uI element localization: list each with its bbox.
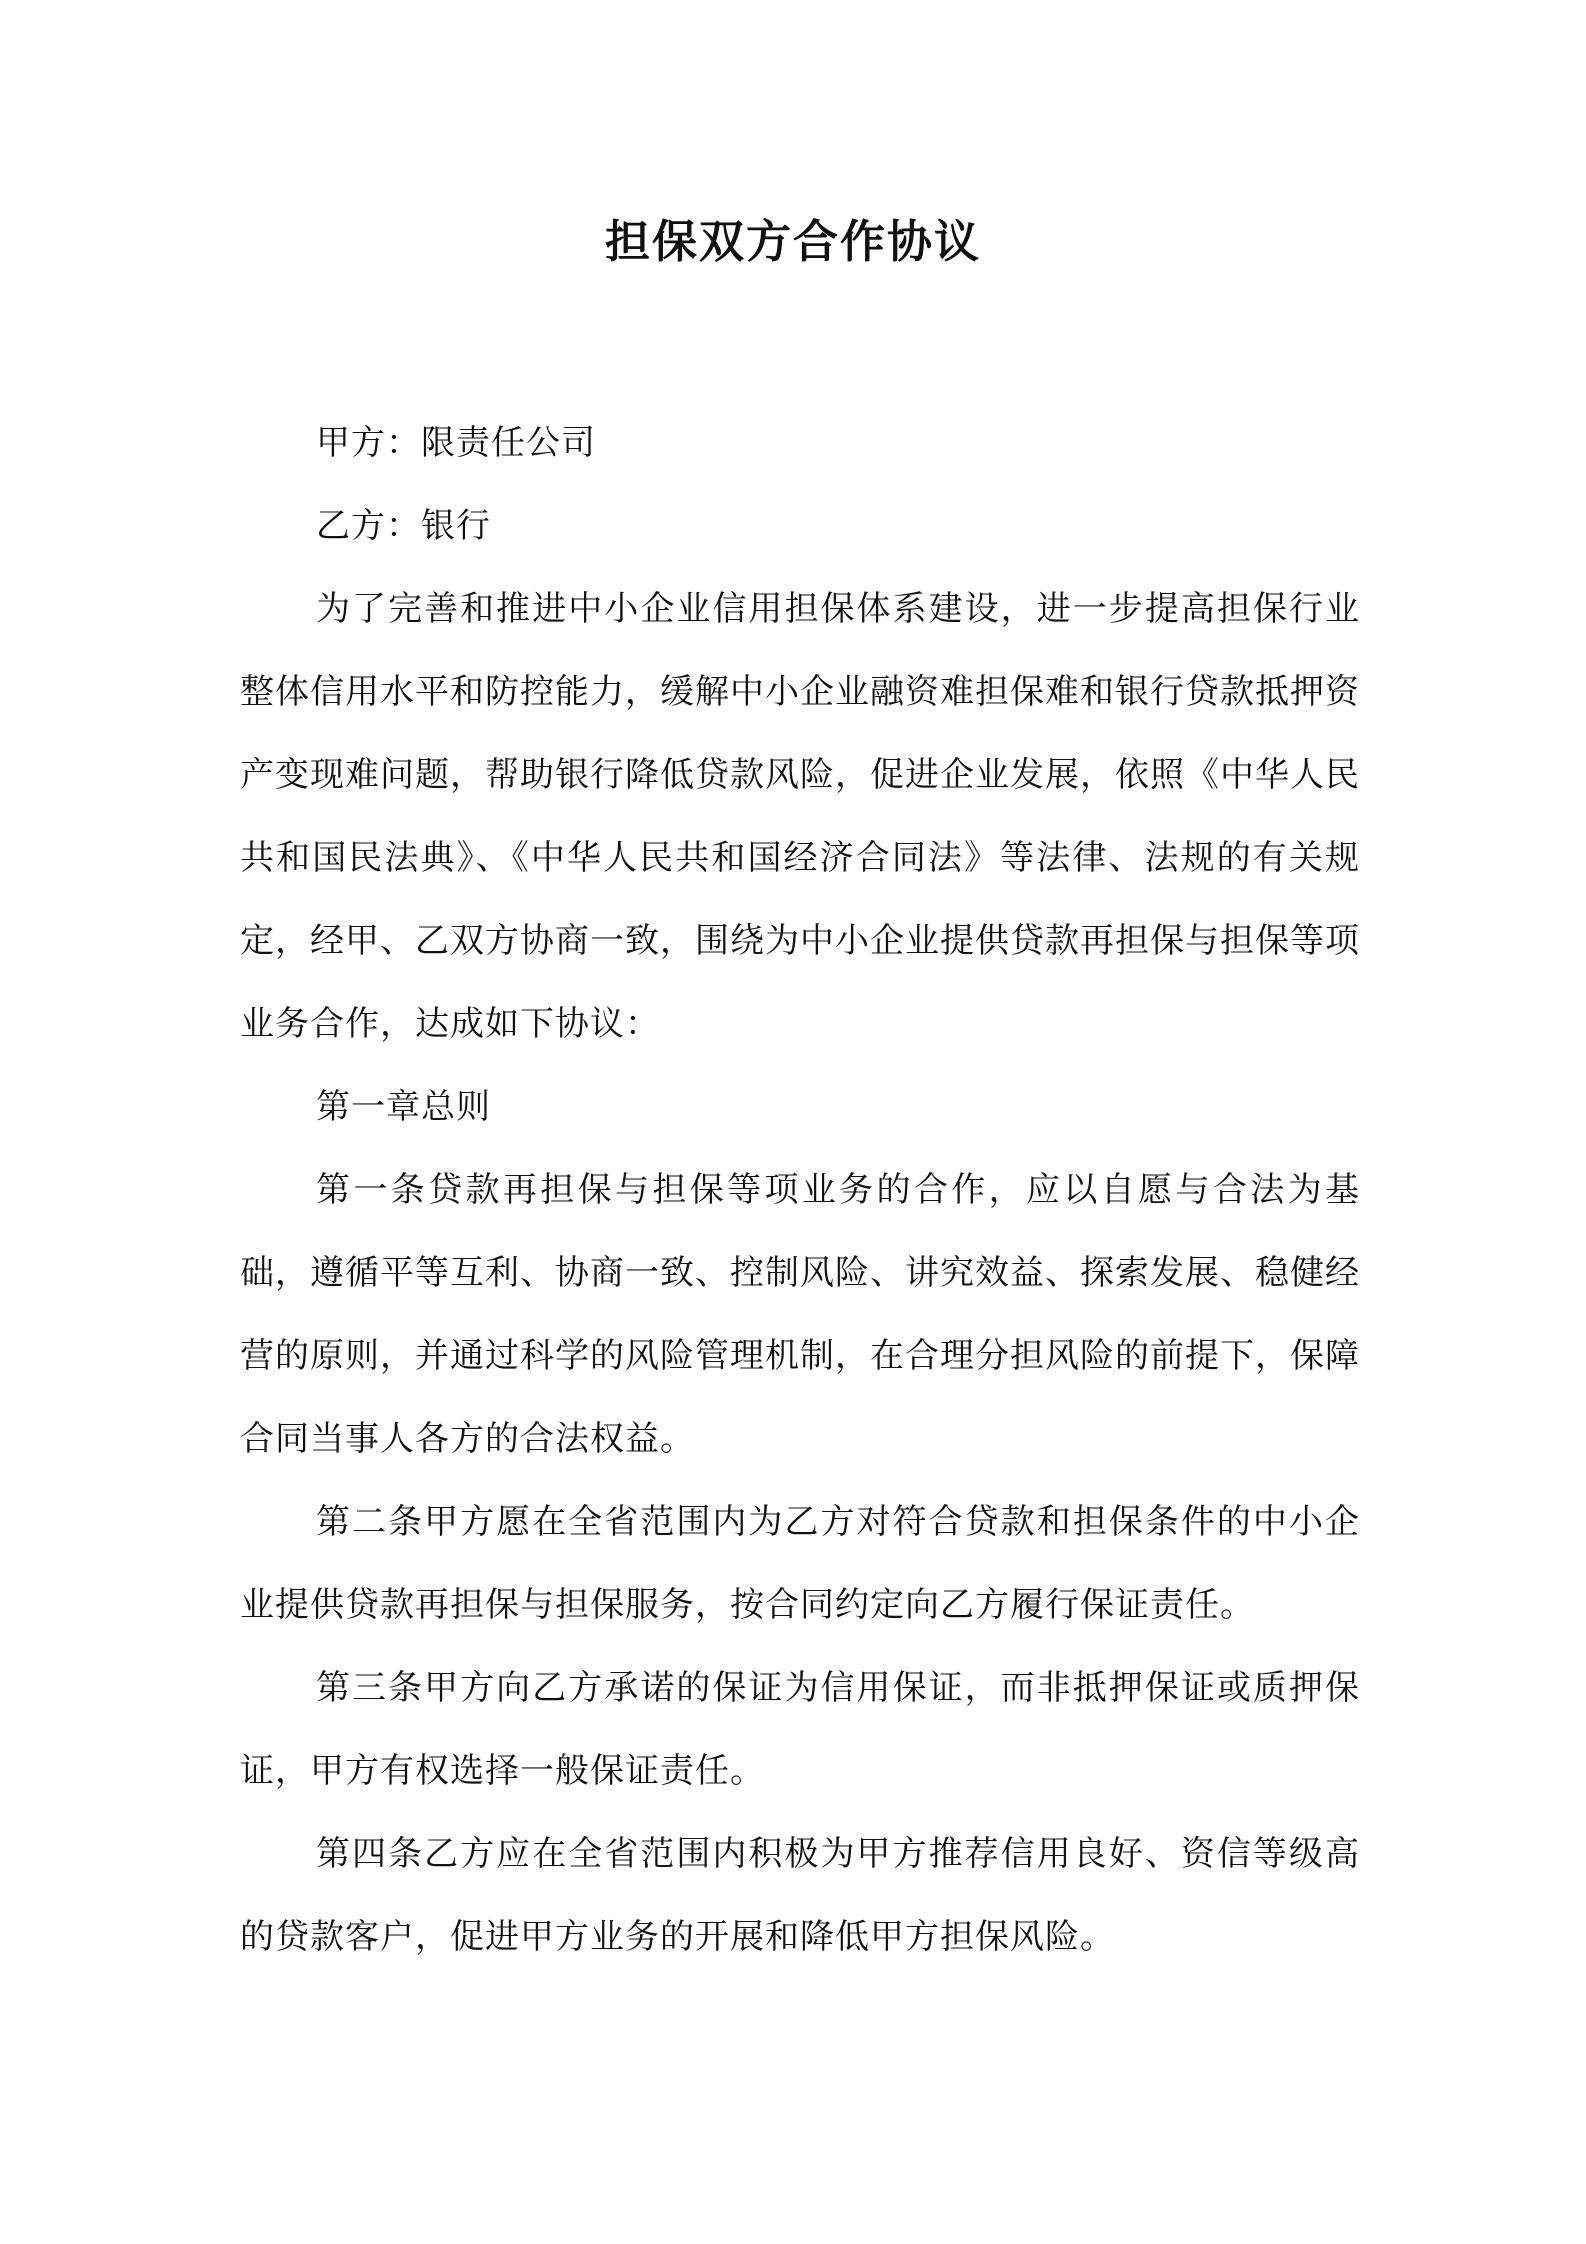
document-title: 担保双方合作协议 <box>604 215 981 268</box>
article-3-paragraph: 第三条甲方向乙方承诺的保证为信用保证，而非抵押保证或质押保证，甲方有权选择一般保证责任。 <box>240 1668 1360 1791</box>
party-a-line: 甲方：限责任公司 <box>316 423 596 463</box>
chapter-heading: 第一章总则 <box>316 1087 491 1127</box>
article-1-paragraph: 第一条贷款再担保与担保等项业务的合作，应以自愿与合法为基础，遵循平等互利、协商一致、控制风险、讲究效益、探索发展、稳健经营的原则，并通过科学的风险管理机制，在合理分担风险的前提下，保障合同当事人各方的合法权益。 <box>240 1170 1360 1459</box>
document-body <box>240 402 1360 1979</box>
preamble-paragraph: 为了完善和推进中小企业信用担保体系建设，进一步提高担保行业整体信用水平和防控能力，缓解中小企业融资难担保难和银行贷款抵押资产变现难问题，帮助银行降低贷款风险，促进企业发展，依照《中华人民共和国民法典》、《中华人民共和国经济合同法》等法律、法规的有关规定，经甲、乙双方协商一致，围绕为中小企业提供贷款再担保与担保等项业务合作，达成如下协议： <box>240 589 1360 1044</box>
article-4-paragraph: 第四条乙方应在全省范围内积极为甲方推荐信用良好、资信等级高的贷款客户，促进甲方业务的开展和降低甲方担保风险。 <box>240 1834 1360 1957</box>
article-2-paragraph: 第二条甲方愿在全省范围内为乙方对符合贷款和担保条件的中小企业提供贷款再担保与担保服务，按合同约定向乙方履行保证责任。 <box>240 1502 1360 1625</box>
party-b-line: 乙方：银行 <box>316 506 491 546</box>
